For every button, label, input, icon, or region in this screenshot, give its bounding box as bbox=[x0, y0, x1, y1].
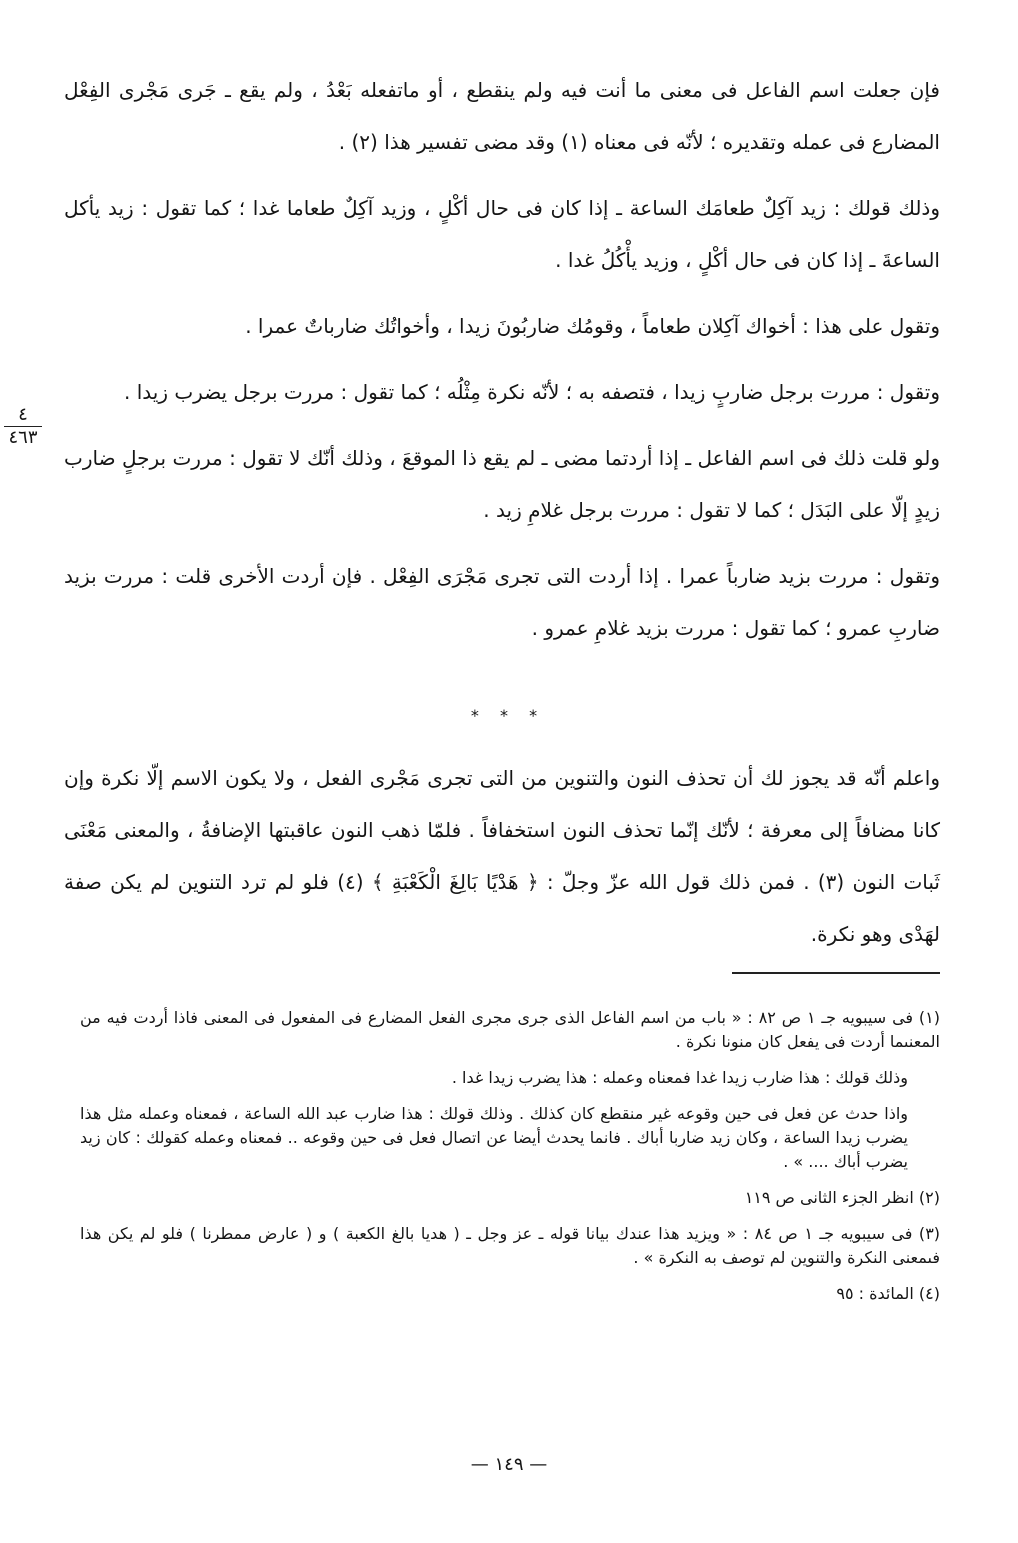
footnotes bbox=[80, 1006, 940, 1306]
footnote: (٣) فى سيبويه جـ ١ ص ٨٤ : « ويزيد هذا عندك بيانا قوله ـ عز وجل ـ ( هديا بالغ الكعبة ) و ( عارض ممطرنا ) فلو لم يكن هذا فىمعنى النكرة والتنوين لم توصف به النكرة » . bbox=[80, 1224, 941, 1267]
page-number: — ١٤٩ — bbox=[470, 1454, 548, 1475]
body-text-bottom bbox=[64, 752, 940, 960]
margin-page-reference bbox=[4, 404, 42, 449]
paragraph: وذلك قولك : زيد آكِلٌ طعامَك الساعة ـ إذا كان فى حال أكْلٍ ، وزيد آكِلٌ طعاما غدا ؛ كما تقول : زيد يأكل الساعةَ ـ إذا كان فى حال أكْلٍ ، وزيد يأْكُلُ غدا . bbox=[64, 196, 940, 272]
paragraph: ولو قلت ذلك فى اسم الفاعل ـ إذا أردتما مضى ـ لم يقع ذا الموقعَ ، وذلك أنّك لا تقول : مررت برجلٍ ضارب زيدٍ إلّا على البَدَل ؛ كما لا تقول : مررت برجل غلامِ زيد . bbox=[64, 446, 940, 522]
footnote-divider bbox=[732, 972, 940, 974]
footnote: (٢) انظر الجزء الثانى ص ١١٩ bbox=[744, 1188, 940, 1207]
footnote: (١) فى سيبويه جـ ١ ص ٨٢ : « باب من اسم الفاعل الذى جرى مجرى الفعل المضارع فى المفعول فى المعنى فاذا أردت فيه من المعنىما أردت فى يفعل كان منونا نكرة . bbox=[80, 1008, 941, 1051]
paragraph: واعلم أنّه قد يجوز لك أن تحذف النون والتنوين من التى تجرى مَجْرى الفعل ، ولا يكون الاسم إلّا نكرة وإن كانا مضافاً إلى معرفة ؛ لأنّك إنّما تحذف النون استخفافاً . فلمّا ذهب النون عاقبتها الإضافةُ ، والمعنى مَعْنَى ثَبات النون (٣) . فمن ذلك قول الله عزّ وجلّ : ﴿ هَدْيًا بَالِغَ الْكَعْبَةِ ﴾ (٤) فلو لم ترد التنوين لم يكن صفة لهَدْى وهو نكرة. bbox=[64, 766, 940, 946]
margin-reference-page: ٤٦٣ bbox=[8, 427, 38, 448]
footnote: (٤) المائدة : ٩٥ bbox=[836, 1284, 940, 1303]
body-text-top bbox=[64, 64, 940, 654]
paragraph: وتقول : مررت بزيد ضارباً عمرا . إذا أردت التى تجرى مَجْرَى الفِعْل . فإن أردت الأخرى قلت : مررت بزيد ضاربِ عمرو ؛ كما تقول : مررت بزيد غلامِ عمرو . bbox=[64, 564, 940, 640]
margin-reference-volume: ٤ bbox=[4, 404, 42, 427]
paragraph: وتقول على هذا : أخواك آكِلان طعاماً ، وقومُك ضاربُونَ زيدا ، وأخواتُك ضارباتٌ عمرا . bbox=[245, 314, 940, 338]
footnote-continuation: وذلك قولك : هذا ضارب زيدا غدا فمعناه وعمله : هذا يضرب زيدا غدا . bbox=[451, 1068, 908, 1087]
section-separator: * * * bbox=[470, 706, 546, 725]
paragraph: وتقول : مررت برجل ضاربٍ زيدا ، فتصفه به ؛ لأنّه نكرة مِثْلُه ؛ كما تقول : مررت برجل يضرب زيدا . bbox=[123, 380, 940, 404]
paragraph: فإن جعلت اسم الفاعل فى معنى ما أنت فيه ولم ينقطع ، أو ماتفعله بَعْدُ ، ولم يقع ـ جَرى مَجْرى الفِعْل المضارع فى عمله وتقديره ؛ لأنّه فى معناه (١) وقد مضى تفسير هذا (٢) . bbox=[64, 78, 940, 154]
footnote-continuation: واذا حدث عن فعل فى حين وقوعه غير منقطع كان كذلك . وذلك قولك : هذا ضارب عبد الله الساعة ، فمعناه وعمله مثل هذا يضرب زيدا الساعة ، وكان زيد ضاربا أباك . فانما يحدث أيضا عن اتصال فعل فى حين وقوعه .. فمعناه وعمله كقولك : كان زيد يضرب أباك .... » . bbox=[80, 1104, 908, 1171]
